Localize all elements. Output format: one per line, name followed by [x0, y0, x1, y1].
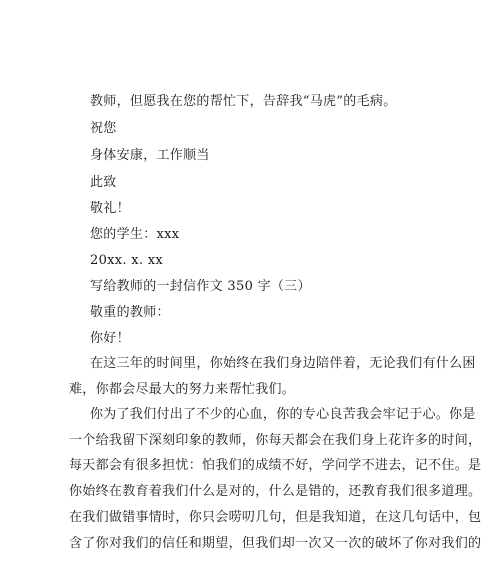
text-line: 此致 — [90, 175, 117, 190]
greeting: 你好！ — [90, 331, 130, 346]
text-line: 身体安康，工作顺当 — [90, 148, 210, 163]
text-line: 您的学生：xxx — [90, 227, 180, 242]
paragraph-line: 含了你对我们的信任和期望，但我们却一次又一次的破坏了你对我们的 — [69, 536, 482, 551]
paragraph-line: 在我们做错事情时，你只会唠叨几句，但是我知道，在这几句话中，包 — [69, 510, 482, 525]
section-heading: 写给教师的一封信作文 350 字（三） — [90, 279, 311, 294]
text-line: 教师，但愿我在您的帮忙下，告辞我“马虎”的毛病。 — [90, 94, 397, 109]
paragraph-line: 每天都会有很多担忧：怕我们的成绩不好，学问学不进去，记不住。是 — [69, 458, 482, 473]
paragraph-line: 难，你都会尽最大的努力来帮忙我们。 — [69, 382, 296, 397]
paragraph-line: 你始终在教育着我们什么是对的，什么是错的，还教育我们很多道理。 — [69, 484, 482, 499]
text-line: 敬礼！ — [90, 201, 130, 216]
text-line: 20xx. x. xx — [90, 253, 164, 268]
paragraph-line: 一个给我留下深刻印象的教师，你每天都会在我们身上花许多的时间， — [69, 433, 482, 448]
paragraph-line: 在这三年的时间里，你始终在我们身边陪伴着，无论我们有什么困 — [90, 356, 476, 371]
salutation: 敬重的教师： — [90, 305, 170, 320]
paragraph-line: 你为了我们付出了不少的心血，你的专心良苦我会牢记于心。你是 — [90, 407, 476, 422]
text-line: 祝您 — [90, 121, 117, 136]
